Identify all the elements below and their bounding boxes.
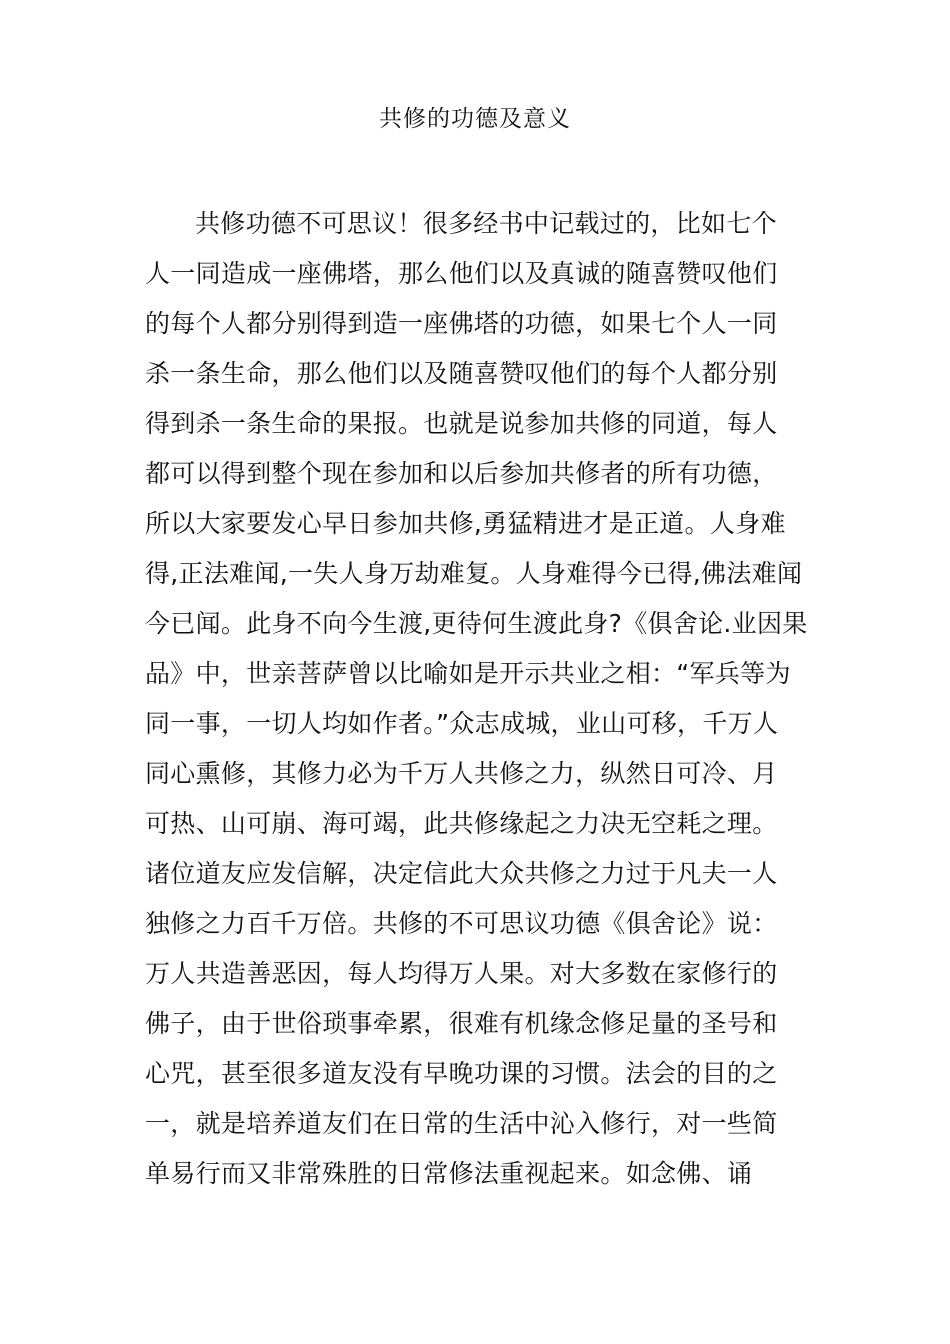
paragraph-line: 诸位道友应发信解，决定信此大众共修之力过于凡夫一人 [145,859,778,888]
paragraph-line: 都可以得到整个现在参加和以后参加共修者的所有功德， [145,459,778,488]
paragraph-line: 可热、山可崩、海可竭，此共修缘起之力决无空耗之理。 [145,809,778,838]
paragraph-line: 所以大家要发心早日参加共修,勇猛精进才是正道。人身难 [145,509,786,538]
paragraph-line: 今已闻。此身不向今生渡,更待何生渡此身?《俱舍论.业因果 [145,609,808,638]
paragraph-line: 同心熏修，其修力必为千万人共修之力，纵然日可冷、月 [145,759,778,788]
paragraph-line: 同一事，一切人均如作者。”众志成城，业山可移，千万人 [145,709,779,738]
paragraph-line: 佛子，由于世俗琐事牵累，很难有机缘念修足量的圣号和 [145,1009,778,1038]
paragraph-line: 人一同造成一座佛塔，那么他们以及真诚的随喜赞叹他们 [145,259,778,288]
paragraph-line: 单易行而又非常殊胜的日常修法重视起来。如念佛、诵 [145,1159,753,1188]
paragraph-line: 共修功德不可思议！很多经书中记载过的，比如七个 [195,209,777,238]
paragraph-line: 得,正法难闻,一失人身万劫难复。人身难得今已得,佛法难闻 [145,559,803,588]
paragraph-line: 得到杀一条生命的果报。也就是说参加共修的同道，每人 [145,409,778,438]
paragraph-line: 一，就是培养道友们在日常的生活中沁入修行，对一些简 [145,1109,778,1138]
document-body [145,199,825,1199]
paragraph-line: 心咒，甚至很多道友没有早晚功课的习惯。法会的目的之 [145,1059,778,1088]
paragraph-line: 品》中，世亲菩萨曾以比喻如是开示共业之相：“军兵等为 [145,659,791,688]
paragraph-line: 杀一条生命，那么他们以及随喜赞叹他们的每个人都分别 [145,359,778,388]
document-title: 共修的功德及意义 [379,106,571,132]
paragraph-line: 的每个人都分别得到造一座佛塔的功德，如果七个人一同 [145,309,778,338]
paragraph-line: 独修之力百千万倍。共修的不可思议功德《俱舍论》说： [145,909,778,938]
paragraph-line: 万人共造善恶因，每人均得万人果。对大多数在家修行的 [145,959,778,988]
